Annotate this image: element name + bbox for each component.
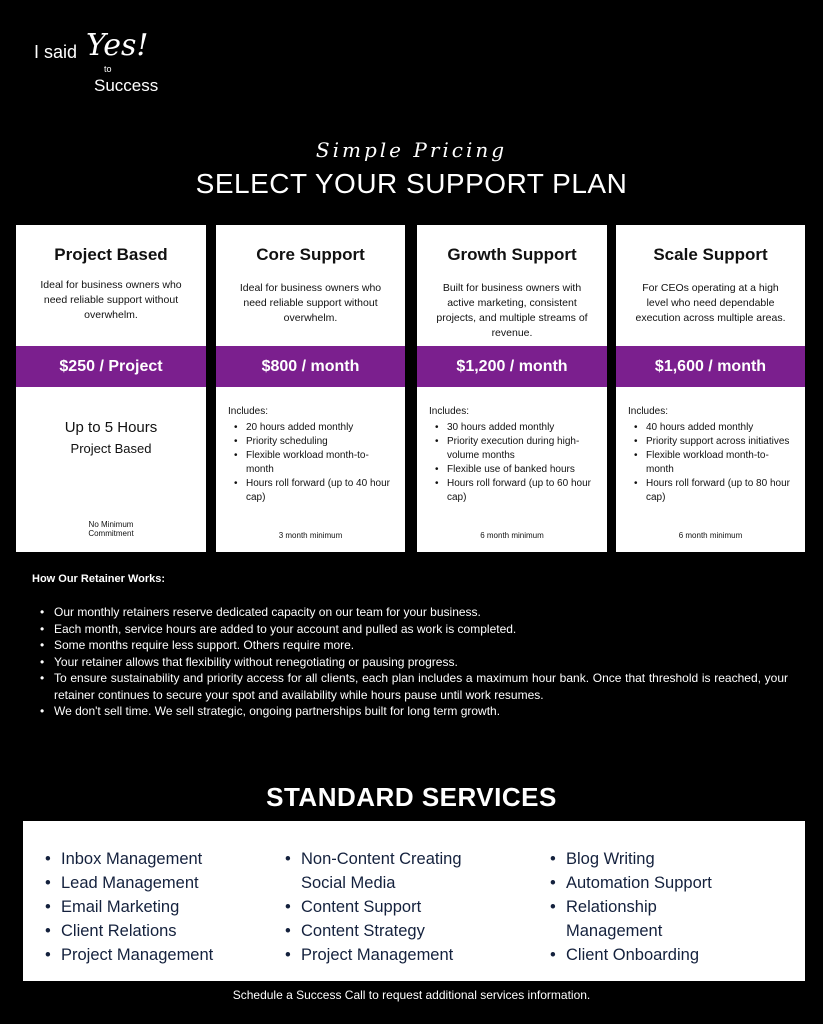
list-item: • Each month, service hours are added to your account and pulled as work is completed. (40, 621, 788, 638)
plan-minimum: 6 month minimum (678, 531, 743, 540)
includes-list (429, 421, 597, 505)
list-item: • Email Marketing (45, 895, 275, 919)
list-item: • Lead Management (45, 871, 275, 895)
includes-list (228, 421, 395, 505)
plan-price: $1,200 / month (456, 357, 568, 375)
list-item: • We don't sell time. We sell strategic, ongoing partnerships built for long term growth. (40, 703, 788, 720)
plan-price: $1,600 / month (654, 357, 767, 375)
price-band-scale-support (616, 346, 805, 387)
brand-logo (34, 28, 174, 100)
list-item: • Flexible use of banked hours (429, 463, 597, 477)
logo-text-success: Success (94, 76, 159, 95)
list-item: • Some months require less support. Others require more. (40, 637, 788, 654)
list-item: • 30 hours added monthly (429, 421, 597, 435)
includes-label: Includes: (628, 406, 669, 417)
list-item: • Client Relations (45, 919, 275, 943)
list-item: • Project Management (45, 943, 275, 967)
list-item: • Priority scheduling (228, 435, 395, 449)
list-item: • Automation Support (550, 871, 780, 895)
list-item: • Content Support (285, 895, 515, 919)
services-column-2 (285, 847, 515, 967)
plan-minimum: No Minimum Commitment (88, 520, 134, 538)
plan-price: $800 / month (261, 357, 360, 375)
plan-card-growth-support (417, 225, 607, 552)
retainer-info-list (40, 604, 788, 720)
services-column-1 (45, 847, 275, 967)
list-item: • Relationship Management (550, 895, 700, 943)
plan-title: Core Support (256, 245, 365, 264)
plan-card-core-support (216, 225, 405, 552)
list-item: • 40 hours added monthly (628, 421, 795, 435)
services-panel (23, 821, 805, 981)
logo-text-yes: Yes! (86, 28, 149, 63)
includes-label: Includes: (429, 406, 470, 417)
list-item: • Priority execution during high-volume months (429, 435, 597, 463)
list-item: • Content Strategy (285, 919, 515, 943)
price-band-project-based (16, 346, 206, 387)
list-item: • Flexible workload month-to-month (628, 449, 795, 477)
section-heading-retainer: How Our Retainer Works: (32, 573, 166, 585)
plan-minimum: 6 month minimum (480, 531, 544, 540)
services-column-3 (550, 847, 780, 967)
price-band-core-support (216, 346, 405, 387)
logo-text-i-said: I said (34, 42, 78, 62)
list-item: • Your retainer allows that flexibility without renegotiating or pausing progress. (40, 654, 788, 671)
plan-title: Scale Support (653, 245, 768, 264)
plan-card-scale-support (616, 225, 805, 552)
includes-list (628, 421, 795, 505)
plan-price: $250 / Project (59, 357, 163, 375)
list-item: • Inbox Management (45, 847, 275, 871)
logo-text-to: to (104, 64, 112, 74)
plan-description: For CEOs operating at a high level who need dependable execution across multiple areas. (635, 282, 786, 324)
list-item: • To ensure sustainability and priority access for all clients, each plan includes a maximum hour bank. Once that threshold is reached, your retainer continues to secure your spot and availability while hours pause until work resumes. (40, 670, 788, 703)
list-item: • Priority support across initiatives (628, 435, 795, 449)
section-heading-services: STANDARD SERVICES (266, 782, 557, 812)
includes-label: Includes: (228, 406, 269, 417)
script-subtitle: Simple Pricing (315, 138, 508, 162)
page-title: SELECT YOUR SUPPORT PLAN (195, 168, 628, 199)
plan-title: Growth Support (447, 245, 577, 264)
list-item: • Blog Writing (550, 847, 780, 871)
list-item: • Hours roll forward (up to 60 hour cap) (429, 477, 597, 505)
list-item: • Hours roll forward (up to 40 hour cap) (228, 477, 395, 505)
list-item: • Flexible workload month-to-month (228, 449, 395, 477)
plan-title: Project Based (54, 245, 168, 264)
list-item: • Project Management (285, 943, 515, 967)
list-item: • Hours roll forward (up to 80 hour cap) (628, 477, 795, 505)
list-item: • Our monthly retainers reserve dedicated capacity on our team for your business. (40, 604, 788, 621)
plan-card-project-based (16, 225, 206, 552)
plan-minimum: 3 month minimum (278, 531, 343, 540)
list-item: • Non-Content Creating Social Media (285, 847, 500, 895)
plan-description: Ideal for business owners who need reliable support without overwhelm. (40, 279, 182, 321)
footer-note: Schedule a Success Call to request additional services information. (232, 988, 591, 1002)
price-band-growth-support (417, 346, 607, 387)
plan-hours-sub: Project Based (70, 441, 152, 456)
plan-description: Ideal for business owners who need reliable support without overwhelm. (239, 282, 382, 324)
plan-description: Built for business owners with active marketing, consistent projects, and multiple streams of revenue. (436, 282, 588, 339)
list-item: • Client Onboarding (550, 943, 780, 967)
list-item: • 20 hours added monthly (228, 421, 395, 435)
plan-hours: Up to 5 Hours (64, 419, 158, 436)
